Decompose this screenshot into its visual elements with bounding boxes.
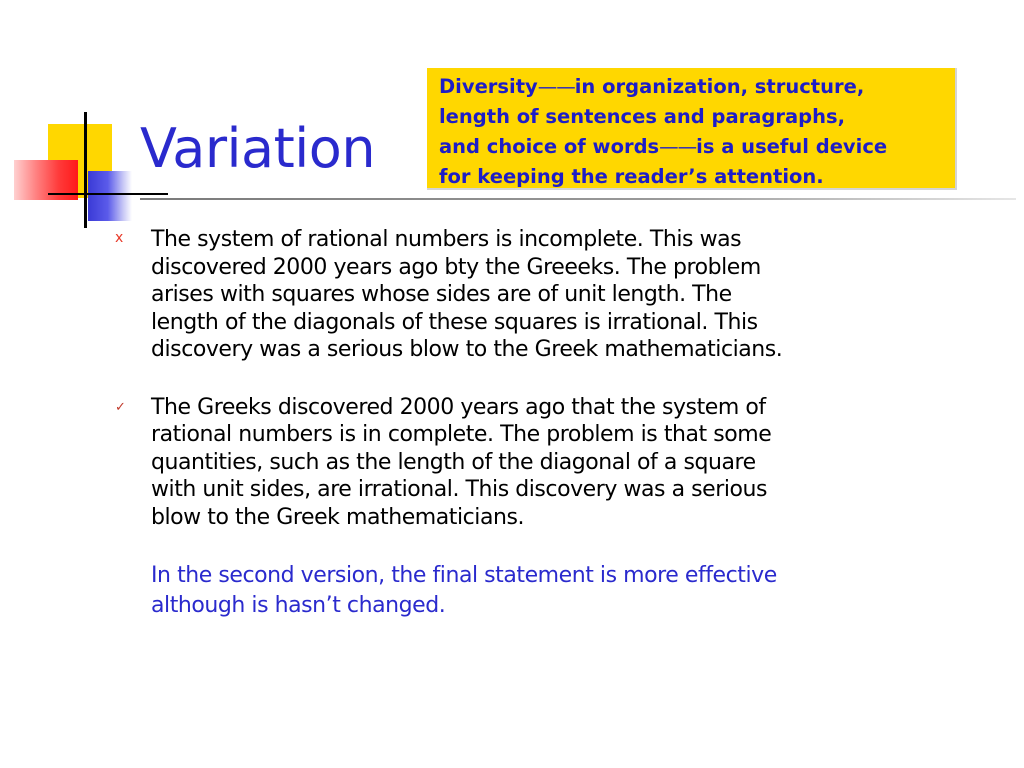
decorative-blue-square <box>88 171 132 221</box>
bullet-text-2: The Greeks discovered 2000 years ago that the system of rational numbers is in complete. The problem is that some quantities, such as the length of the diagonal of a square with unit sides, are irrational. This discovery was a serious blow to the Greek mathematicians. <box>151 394 772 530</box>
callout-line-3 <box>439 135 887 158</box>
bullet-text-1: The system of rational numbers is incomplete. This was discovered 2000 years ago bty the Greeeks. The problem arises with squares whose sides are of unit length. The length of the diagonals of these squares is irrational. This discovery was a serious blow to the Greek mathematicians. <box>151 227 783 362</box>
decorative-vertical-line <box>84 112 87 228</box>
callout-line-1 <box>439 75 864 98</box>
check-mark-icon: ✓ <box>115 399 126 415</box>
bullet-item-1 <box>110 226 1010 364</box>
callout-line-4: for keeping the reader’s attention. <box>439 165 824 188</box>
bullet-note: In the second version, the final statement is more effective although is hasn’t changed. <box>151 563 777 618</box>
callout-dash-2: —— <box>659 135 697 158</box>
title-underline <box>140 198 1016 200</box>
bullet-item-2 <box>110 394 1010 622</box>
x-mark-icon: x <box>115 230 124 246</box>
callout-text <box>439 72 943 192</box>
callout-line-3-rest: is a useful device <box>696 135 888 158</box>
callout-dash: —— <box>537 75 575 98</box>
bullet-list <box>110 226 1010 651</box>
callout-line-1-rest: in organization, structure, <box>574 75 865 98</box>
callout-word-diversity: Diversity <box>439 75 538 98</box>
callout-line-3-start: and choice of words <box>439 135 660 158</box>
slide-title: Variation <box>140 117 376 180</box>
callout-line-2: length of sentences and paragraphs, <box>439 105 846 128</box>
decorative-horizontal-line <box>48 193 168 195</box>
callout-box <box>427 68 957 190</box>
